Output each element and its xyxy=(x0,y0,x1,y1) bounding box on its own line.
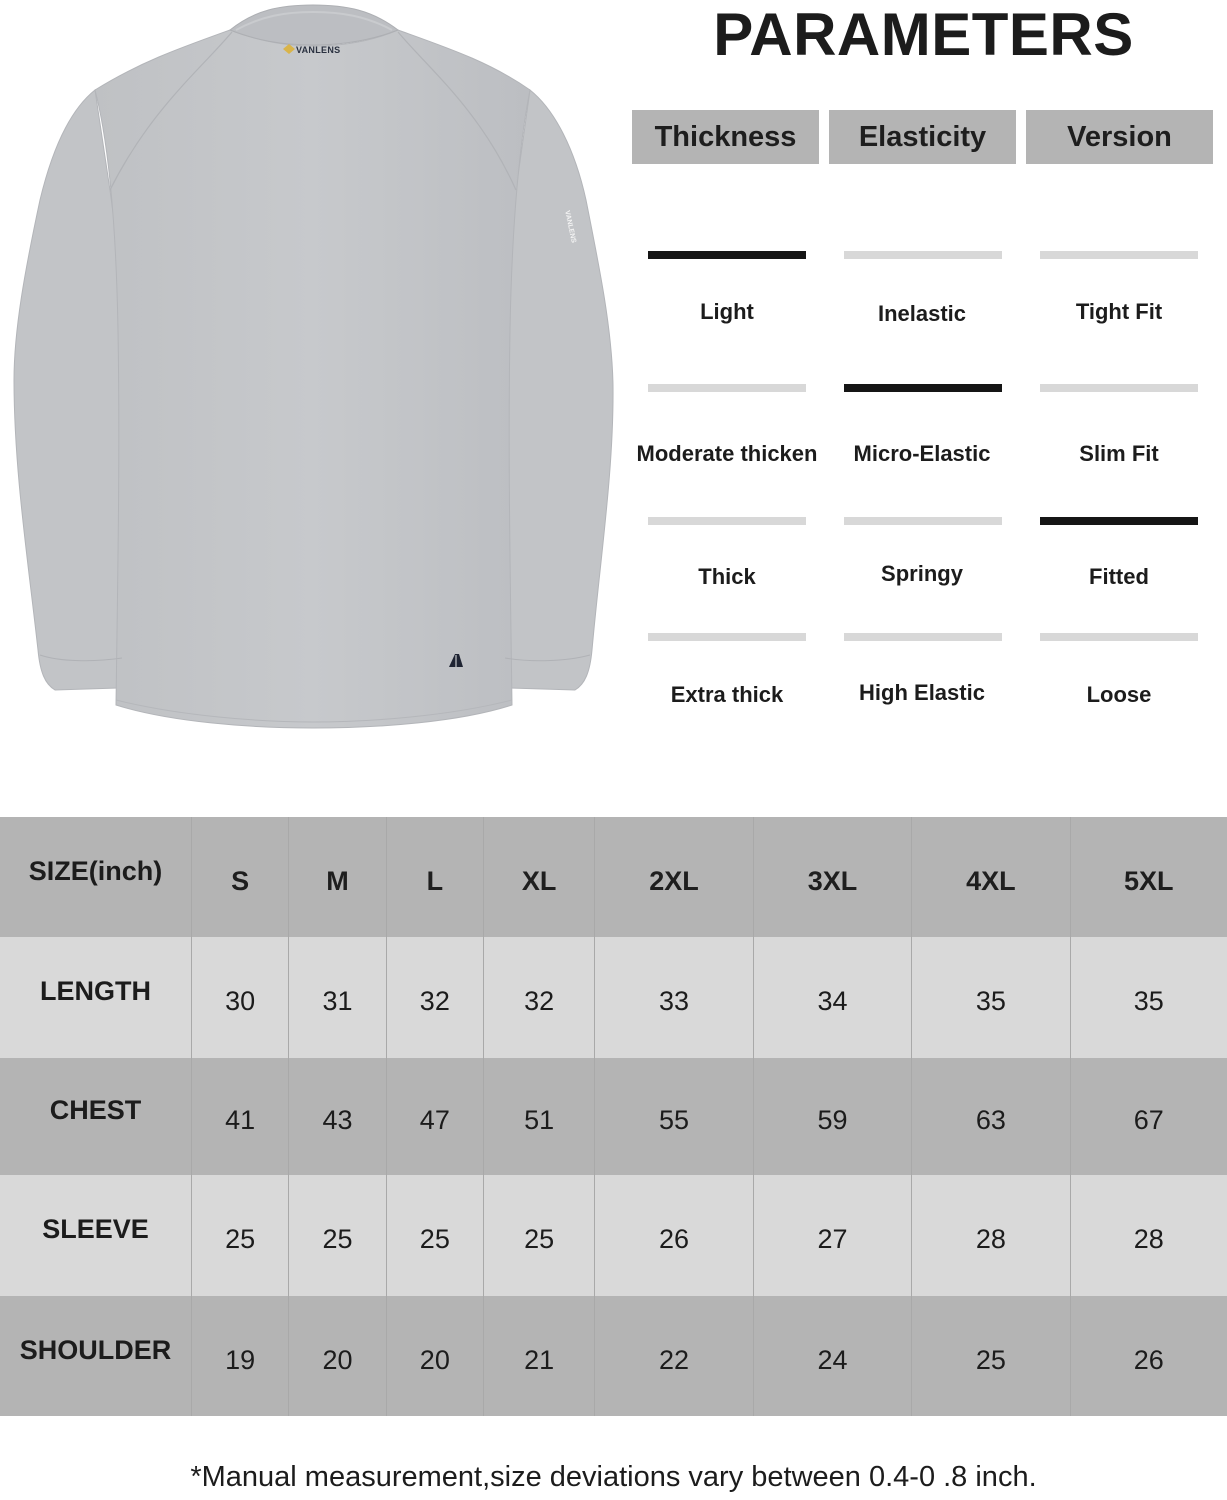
thickness-bar-light xyxy=(648,251,806,259)
size-col-m: M xyxy=(289,817,386,937)
table-cell: 26 xyxy=(595,1175,753,1296)
version-bar-slim-fit xyxy=(1040,384,1198,392)
table-cell: 33 xyxy=(595,937,753,1058)
table-cell: 30 xyxy=(192,937,289,1058)
thickness-bar-extra-thick xyxy=(648,633,806,641)
brand-emblem-icon xyxy=(447,653,465,669)
version-option-loose: Loose xyxy=(1086,682,1152,707)
elasticity-option-inelastic: Inelastic xyxy=(877,301,967,326)
thickness-option-moderate: Moderate thicken xyxy=(636,441,818,466)
table-cell: 51 xyxy=(483,1058,594,1175)
table-cell: 25 xyxy=(386,1175,483,1296)
elasticity-option-high-elastic: High Elastic xyxy=(859,680,985,705)
size-header-label: SIZE(inch) xyxy=(0,817,192,937)
elasticity-option-springy: Springy xyxy=(881,561,963,586)
table-cell: 59 xyxy=(753,1058,911,1175)
param-header-thickness: Thickness xyxy=(632,110,819,164)
thickness-option-thick: Thick xyxy=(698,564,756,589)
version-bar-fitted xyxy=(1040,517,1198,525)
table-cell: 24 xyxy=(753,1296,911,1416)
brand-label-neck: VANLENS xyxy=(296,45,341,55)
table-cell: 34 xyxy=(753,937,911,1058)
measurement-footnote: *Manual measurement,size deviations vary between 0.4-0 .8 inch. xyxy=(190,1461,1037,1493)
table-cell: 25 xyxy=(912,1296,1070,1416)
table-cell: 21 xyxy=(483,1296,594,1416)
table-cell: 41 xyxy=(192,1058,289,1175)
version-option-tight-fit: Tight Fit xyxy=(1075,299,1163,324)
size-col-2xl: 2XL xyxy=(595,817,753,937)
elasticity-bar-micro-elastic xyxy=(844,384,1002,392)
parameters-title: PARAMETERS xyxy=(713,1,1134,68)
row-label: SLEEVE xyxy=(0,1175,192,1296)
elasticity-bar-high-elastic xyxy=(844,633,1002,641)
table-cell: 25 xyxy=(289,1175,386,1296)
elasticity-option-micro-elastic: Micro-Elastic xyxy=(853,441,991,466)
row-label: LENGTH xyxy=(0,937,192,1058)
table-cell: 25 xyxy=(192,1175,289,1296)
table-cell: 47 xyxy=(386,1058,483,1175)
table-cell: 55 xyxy=(595,1058,753,1175)
size-col-4xl: 4XL xyxy=(912,817,1070,937)
table-cell: 31 xyxy=(289,937,386,1058)
version-option-fitted: Fitted xyxy=(1089,564,1149,589)
version-bar-loose xyxy=(1040,633,1198,641)
size-col-5xl: 5XL xyxy=(1070,817,1227,937)
table-cell: 28 xyxy=(912,1175,1070,1296)
version-bar-tight-fit xyxy=(1040,251,1198,259)
thickness-option-light: Light xyxy=(700,299,754,324)
thickness-bar-thick xyxy=(648,517,806,525)
row-label: CHEST xyxy=(0,1058,192,1175)
thickness-option-extra-thick: Extra thick xyxy=(670,682,784,707)
param-header-version: Version xyxy=(1026,110,1213,164)
table-cell: 20 xyxy=(289,1296,386,1416)
table-cell: 35 xyxy=(912,937,1070,1058)
thickness-bar-moderate xyxy=(648,384,806,392)
elasticity-bar-springy xyxy=(844,517,1002,525)
table-cell: 32 xyxy=(483,937,594,1058)
table-cell: 67 xyxy=(1070,1058,1227,1175)
brand-logo-star-icon xyxy=(283,44,295,54)
table-row-chest xyxy=(0,1058,1227,1175)
table-cell: 19 xyxy=(192,1296,289,1416)
table-cell: 43 xyxy=(289,1058,386,1175)
table-cell: 27 xyxy=(753,1175,911,1296)
table-cell: 35 xyxy=(1070,937,1227,1058)
table-row-shoulder xyxy=(0,1296,1227,1416)
size-col-xl: XL xyxy=(483,817,594,937)
table-cell: 63 xyxy=(912,1058,1070,1175)
table-cell: 32 xyxy=(386,937,483,1058)
table-cell: 20 xyxy=(386,1296,483,1416)
param-header-elasticity: Elasticity xyxy=(829,110,1016,164)
table-cell: 25 xyxy=(483,1175,594,1296)
table-row-length xyxy=(0,937,1227,1058)
table-cell: 22 xyxy=(595,1296,753,1416)
size-chart-table xyxy=(0,817,1227,1416)
product-image-shirt xyxy=(0,0,625,740)
shirt-illustration xyxy=(0,0,625,740)
version-option-slim-fit: Slim Fit xyxy=(1079,441,1159,466)
brand-label-sleeve: VANLENS xyxy=(563,210,577,244)
table-cell: 28 xyxy=(1070,1175,1227,1296)
size-col-3xl: 3XL xyxy=(753,817,911,937)
size-col-l: L xyxy=(386,817,483,937)
table-cell: 26 xyxy=(1070,1296,1227,1416)
row-label: SHOULDER xyxy=(0,1296,192,1416)
table-row-sleeve xyxy=(0,1175,1227,1296)
size-col-s: S xyxy=(192,817,289,937)
size-header-row xyxy=(0,817,1227,937)
elasticity-bar-inelastic xyxy=(844,251,1002,259)
